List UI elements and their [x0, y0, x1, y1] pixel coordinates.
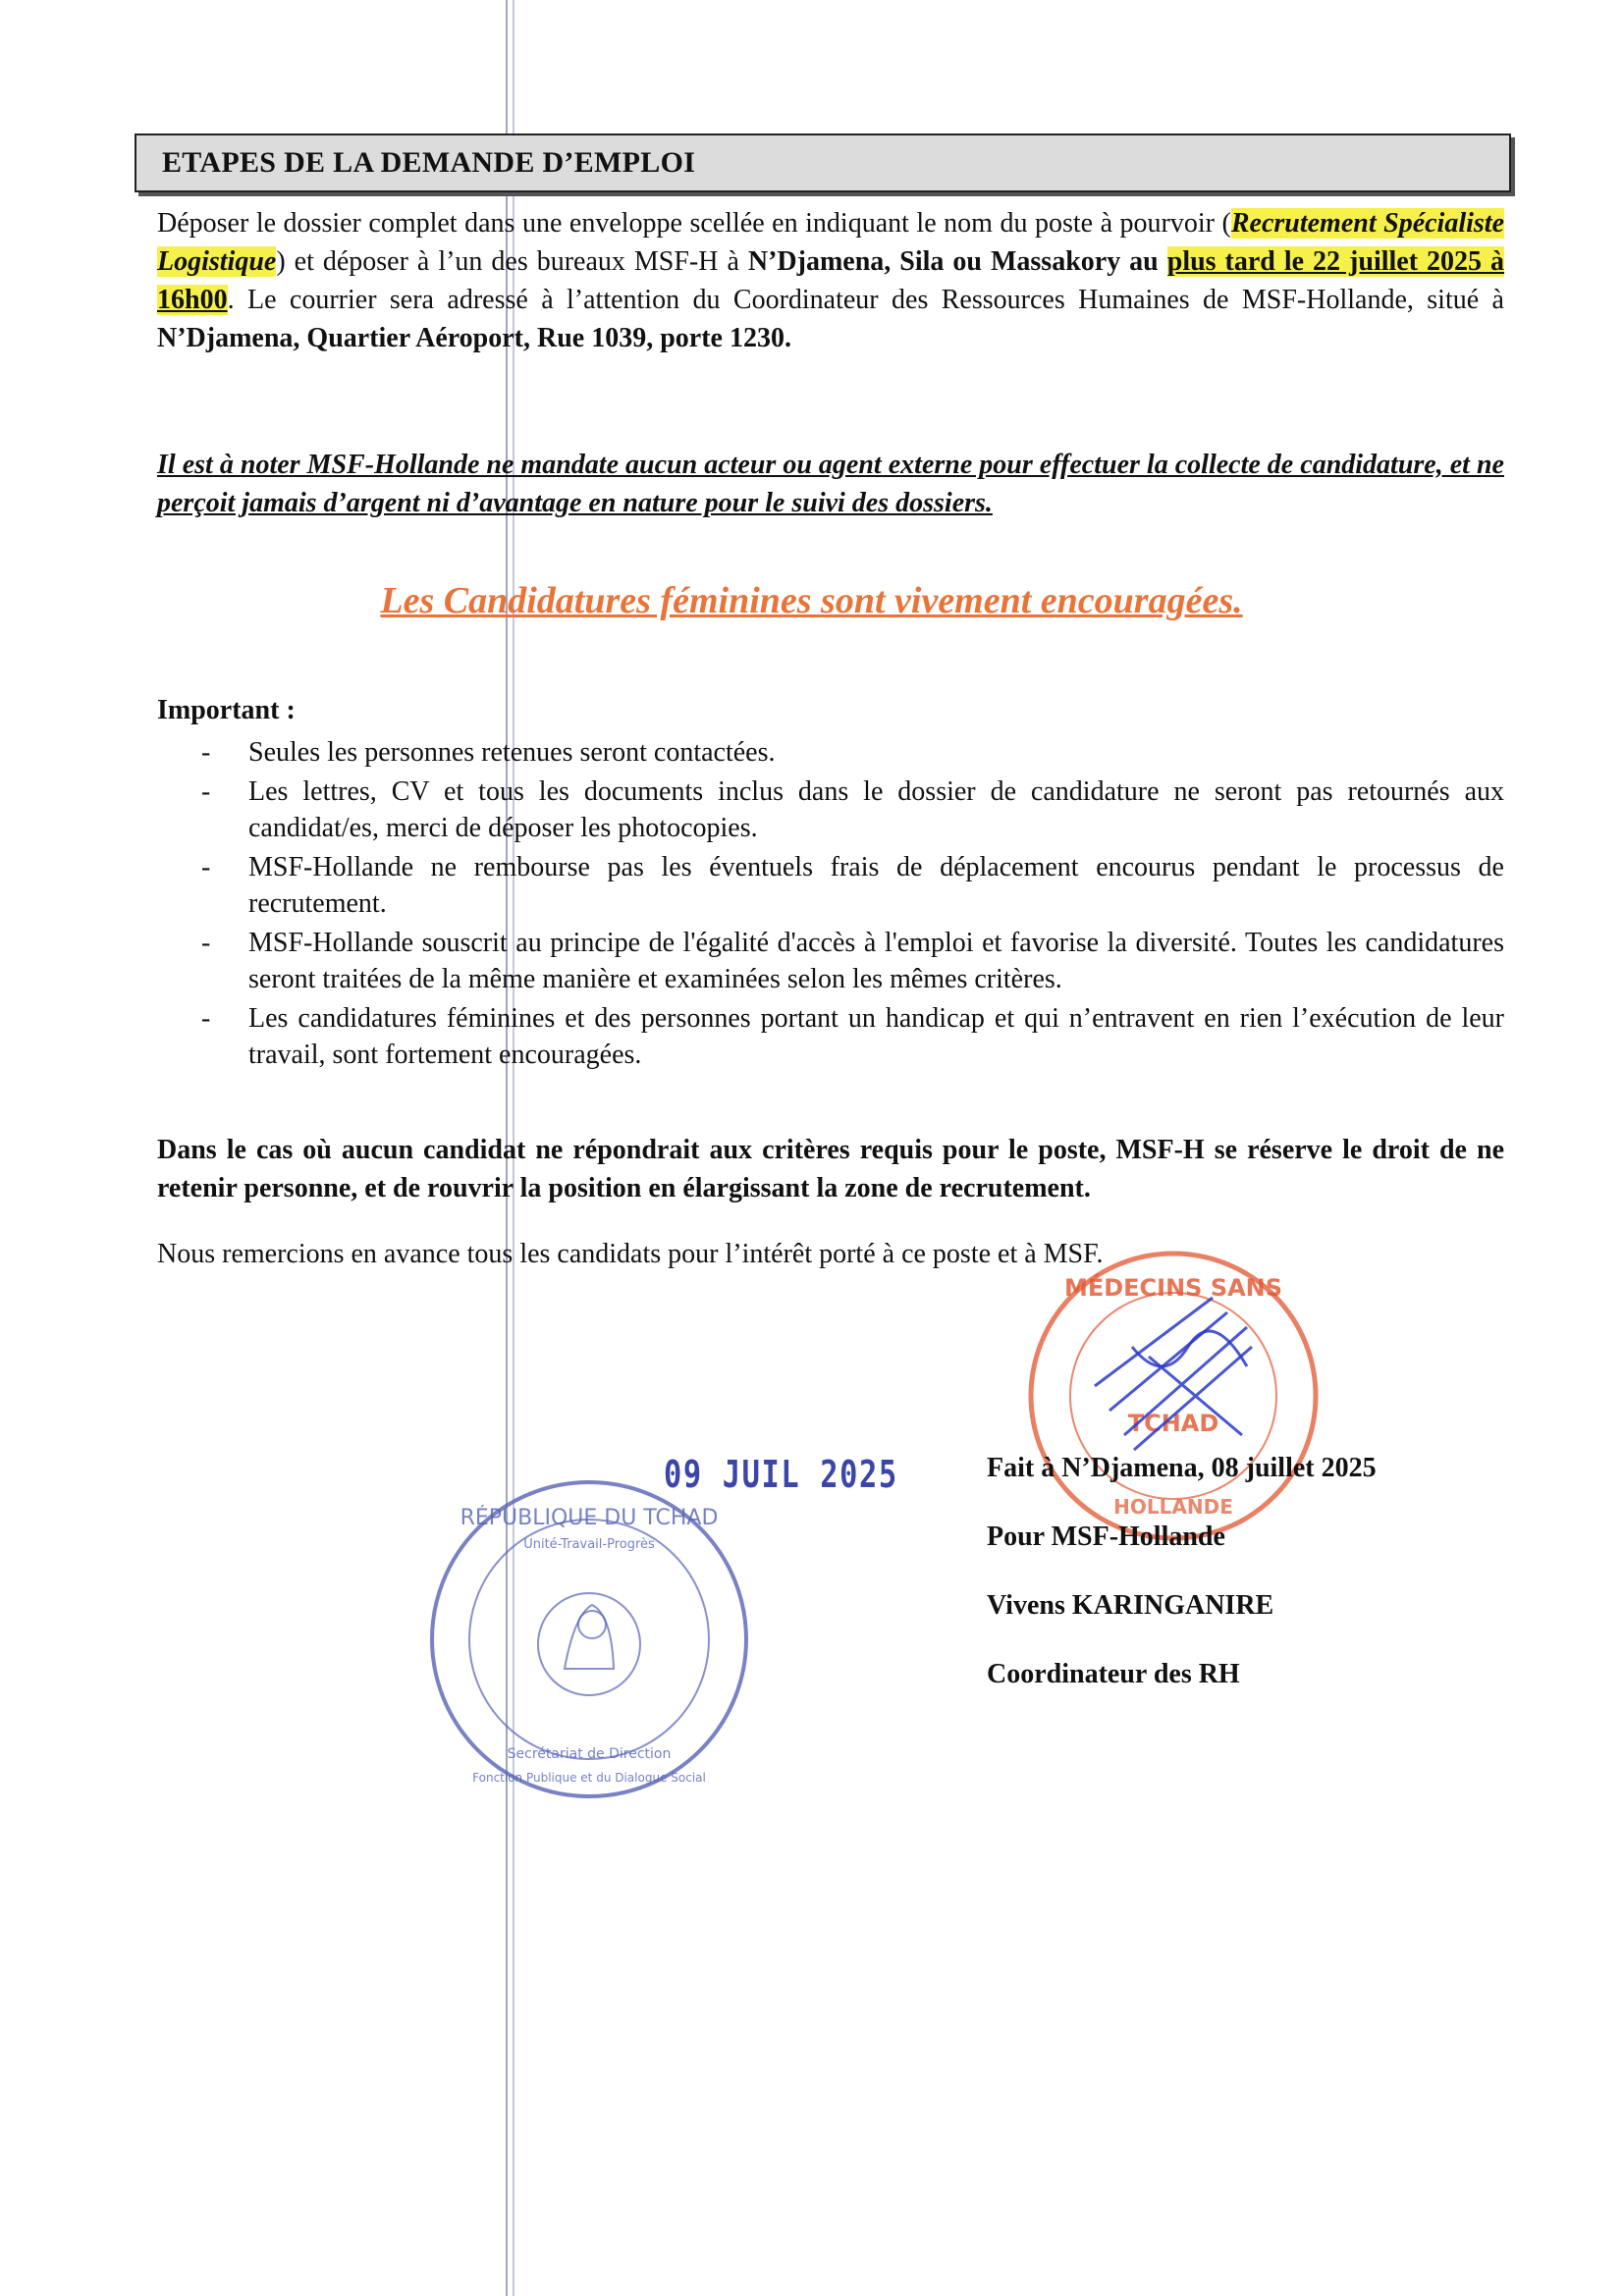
application-text-2: ) et déposer à l’un des bureaux MSF-H à — [276, 246, 748, 277]
deadline: plus tard le 22 juillet 2025 à 16h00 — [157, 246, 1505, 315]
application-text-1: Déposer le dossier complet dans une enveloppe scellée en indiquant le nom du poste à pourvoir ( — [157, 208, 1231, 239]
list-item: - Les candidatures féminines et des personnes portant un handicap et qui n’entravent en rien l’exécution de leur travail, sont fortement encouragées. — [201, 1003, 1504, 1070]
svg-text:TCHAD: TCHAD — [1127, 1410, 1219, 1437]
important-list — [191, 734, 1504, 1076]
svg-text:Secrétariat de Direction: Secrétariat de Direction — [507, 1746, 672, 1762]
svg-text:RÉPUBLIQUE DU TCHAD: RÉPUBLIQUE DU TCHAD — [460, 1506, 719, 1530]
list-item: - MSF-Hollande souscrit au principe de l'égalité d'accès à l'emploi et favorise la diversité. Toutes les candidatures seront traitées de la même manière et examinées selon les mêmes critères. — [201, 928, 1504, 994]
onape-seal — [417, 1468, 761, 1811]
signatory-name: Vivens KARINGANIRE — [987, 1590, 1274, 1621]
application-paragraph — [157, 204, 1504, 357]
signature-on-behalf: Pour MSF-Hollande — [987, 1522, 1225, 1552]
application-text-4: . Le courrier sera adressé à l’attention du Coordinateur des Ressources Humaines de MSF-Hollande, situé à — [227, 285, 1504, 315]
signature-place-date: Fait à N’Djamena, 08 juillet 2025 — [987, 1453, 1377, 1483]
office-address: N’Djamena, Quartier Aéroport, Rue 1039, porte 1230. — [157, 323, 791, 353]
encouragement-heading: Les Candidatures féminines sont vivement encouragées. — [380, 580, 1243, 621]
important-title: Important : — [157, 695, 296, 725]
msf-seal — [1016, 1239, 1330, 1553]
list-item: - Les lettres, CV et tous les documents inclus dans le dossier de candidature ne seront pas retournés aux candidat/es, merci de déposer les photocopies. — [201, 776, 1504, 843]
svg-text:MÉDECINS SANS: MÉDECINS SANS — [1063, 1274, 1283, 1302]
signatory-role: Coordinateur des RH — [987, 1659, 1240, 1689]
svg-text:HOLLANDE: HOLLANDE — [1113, 1495, 1233, 1519]
offices-list: N’Djamena, Sila ou Massakory au — [747, 246, 1159, 277]
svg-text:Fonction Publique et du Dialog: Fonction Publique et du Dialogue Social — [472, 1771, 706, 1785]
application-text-3 — [1159, 246, 1167, 277]
section-header-box — [135, 133, 1511, 192]
thanks-line: Nous remercions en avance tous les candidats pour l’intérêt porté à ce poste et à MSF. — [157, 1239, 1104, 1269]
svg-text:Unité-Travail-Progrès: Unité-Travail-Progrès — [523, 1537, 655, 1552]
no-fee-notice: Il est à noter MSF-Hollande ne mandate aucun acteur ou agent externe pour effectuer la collecte de candidature, et ne perçoit jamais d’argent ni d’avantage en nature pour le suivi des dossiers. — [157, 450, 1504, 518]
position-name: Recrutement Spécialiste Logistique — [157, 208, 1505, 277]
list-item: - Seules les personnes retenues seront contactées. — [201, 737, 776, 768]
reserve-clause: Dans le cas où aucun candidat ne répondrait aux critères requis pour le poste, MSF-H se réserve le droit de ne retenir personne, et de rouvrir la position en élargissant la zone de recrutement. — [157, 1135, 1504, 1203]
section-title: ETAPES DE LA DEMANDE D’EMPLOI — [162, 146, 696, 179]
list-item: - MSF-Hollande ne rembourse pas les éventuels frais de déplacement encourus pendant le processus de recrutement. — [201, 852, 1504, 919]
received-date-stamp: 09 JUIL 2025 — [664, 1453, 898, 1496]
